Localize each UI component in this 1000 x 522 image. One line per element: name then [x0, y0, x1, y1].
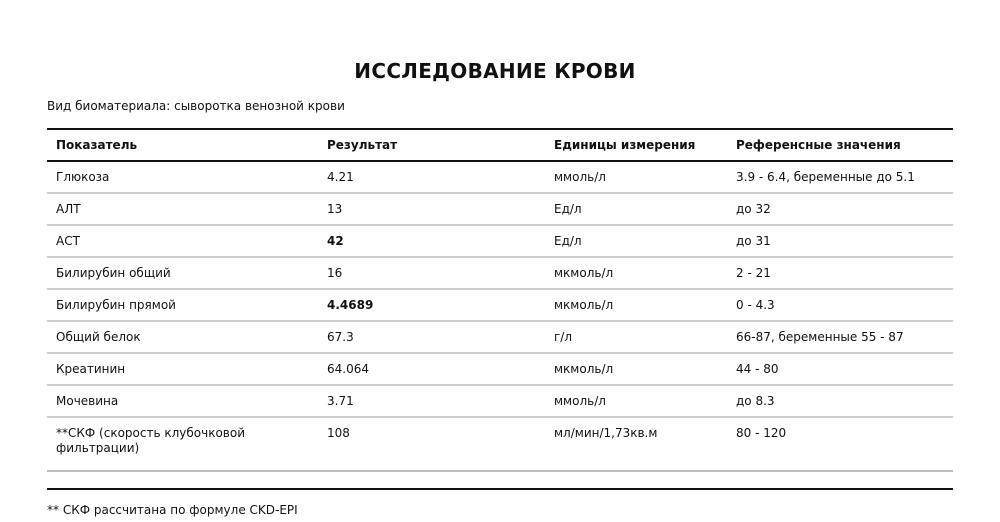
results-table: [47, 128, 953, 472]
header-parameter: Показатель: [56, 138, 138, 152]
cell-result: 13: [327, 202, 343, 216]
table-row: [47, 225, 953, 257]
cell-parameter: Креатинин: [56, 362, 126, 376]
header-result: Результат: [327, 138, 398, 152]
cell-parameter: Билирубин прямой: [56, 298, 176, 312]
cell-unit: Ед/л: [554, 234, 582, 248]
cell-result: 67.3: [327, 330, 354, 344]
cell-reference: 66-87, беременные 55 - 87: [736, 330, 904, 344]
biomaterial-label: Вид биоматериала: сыворотка венозной крови: [47, 99, 345, 113]
cell-reference: 80 - 120: [736, 426, 787, 440]
cell-result: 3.71: [327, 394, 354, 408]
cell-unit: мкмоль/л: [554, 362, 614, 376]
table-row: [47, 417, 953, 471]
cell-result: 108: [327, 426, 350, 440]
cell-parameter: АЛТ: [56, 202, 81, 216]
cell-result-flagged: 42: [327, 234, 344, 248]
cell-reference: до 32: [736, 202, 771, 216]
cell-parameter: **СКФ (скорость клубочковой фильтрации): [56, 426, 245, 455]
table-row: [47, 193, 953, 225]
cell-result: 4.21: [327, 170, 354, 184]
table-row: [47, 257, 953, 289]
table-row: [47, 385, 953, 417]
cell-result: 64.064: [327, 362, 369, 376]
header-reference: Референсные значения: [736, 138, 901, 152]
cell-reference: до 8.3: [736, 394, 775, 408]
cell-reference: 0 - 4.3: [736, 298, 775, 312]
footnote: ** СКФ рассчитана по формуле CKD-EPI: [47, 503, 298, 517]
bottom-divider: [47, 488, 953, 490]
table-row: [47, 321, 953, 353]
cell-unit: г/л: [554, 330, 573, 344]
page-title: ИССЛЕДОВАНИЕ КРОВИ: [354, 59, 636, 83]
cell-reference: 2 - 21: [736, 266, 771, 280]
table-row: [47, 289, 953, 321]
cell-parameter: АСТ: [56, 234, 80, 248]
cell-parameter: Мочевина: [56, 394, 119, 408]
cell-parameter: Билирубин общий: [56, 266, 171, 280]
cell-unit: Ед/л: [554, 202, 582, 216]
cell-parameter: Общий белок: [56, 330, 141, 344]
cell-unit: мкмоль/л: [554, 266, 614, 280]
header-unit: Единицы измерения: [554, 138, 696, 152]
table-row: [47, 161, 953, 193]
table-header-row: [47, 129, 953, 161]
cell-result: 16: [327, 266, 343, 280]
cell-unit: мл/мин/1,73кв.м: [554, 426, 658, 440]
cell-reference: 44 - 80: [736, 362, 779, 376]
cell-parameter: Глюкоза: [56, 170, 110, 184]
table-row: [47, 353, 953, 385]
cell-unit: ммоль/л: [554, 394, 606, 408]
cell-unit: ммоль/л: [554, 170, 606, 184]
cell-reference: 3.9 - 6.4, беременные до 5.1: [736, 170, 915, 184]
cell-result-flagged: 4.4689: [327, 298, 374, 312]
cell-reference: до 31: [736, 234, 771, 248]
cell-unit: мкмоль/л: [554, 298, 614, 312]
